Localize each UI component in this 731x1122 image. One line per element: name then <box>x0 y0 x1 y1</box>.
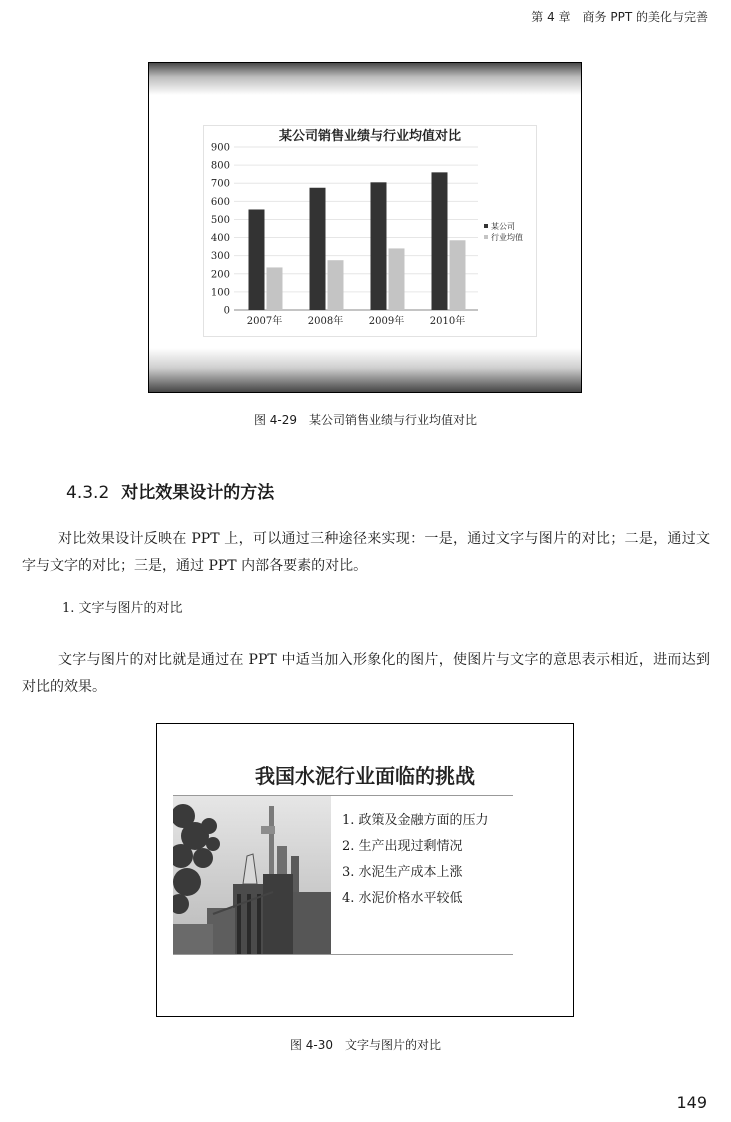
legend-label: 某公司 <box>491 222 515 231</box>
cement-plant-photo <box>173 796 331 954</box>
bar <box>450 240 466 310</box>
list-item: 3. 水泥生产成本上涨 <box>342 865 463 880</box>
paragraph: 文字与图片的对比就是通过在 PPT 中适当加入形象化的图片，使图片与文字的意思表示相近，进而达到对比的效果。 <box>22 652 710 695</box>
y-tick-label: 100 <box>210 287 230 299</box>
y-tick-label: 300 <box>210 251 230 263</box>
x-tick-label: 2010年 <box>429 316 466 327</box>
y-tick-label: 900 <box>210 142 230 154</box>
legend-swatch <box>484 235 488 239</box>
bar <box>267 267 283 310</box>
x-tick-label: 2007年 <box>246 316 283 327</box>
legend-swatch <box>484 224 488 228</box>
figure-caption: 图 4-30 文字与图片的对比 <box>289 1038 442 1052</box>
chart-slide <box>148 62 582 393</box>
challenge-list <box>342 808 489 912</box>
chart-title: 某公司销售业绩与行业均值对比 <box>278 129 462 144</box>
page-number: 149 <box>676 1093 707 1112</box>
section-heading <box>66 478 274 503</box>
legend-label: 行业均值 <box>491 233 523 242</box>
list-item: 1. 政策及金融方面的压力 <box>342 813 489 828</box>
bar <box>310 188 326 310</box>
y-tick-label: 0 <box>223 305 230 317</box>
bar-chart <box>204 126 536 336</box>
section-title: 对比效果设计的方法 <box>121 483 275 503</box>
y-tick-label: 500 <box>210 214 230 226</box>
x-tick-label: 2009年 <box>368 316 405 327</box>
slide-title: 我国水泥行业面临的挑战 <box>255 764 475 788</box>
x-tick-label: 2008年 <box>307 316 344 327</box>
subheading: 1. 文字与图片的对比 <box>62 601 183 616</box>
divider <box>173 954 513 955</box>
y-tick-label: 800 <box>210 160 230 172</box>
text-image-slide <box>156 723 574 1017</box>
list-item: 2. 生产出现过剩情况 <box>342 839 463 854</box>
bar <box>328 260 344 310</box>
figure-caption: 图 4-29 某公司销售业绩与行业均值对比 <box>253 413 478 427</box>
y-tick-label: 600 <box>210 196 230 208</box>
chart-area <box>203 125 537 337</box>
y-tick-label: 700 <box>210 178 230 190</box>
bar <box>249 209 265 310</box>
section-number: 4.3.2 <box>66 483 110 503</box>
bar <box>432 172 448 310</box>
bar <box>389 248 405 310</box>
bar <box>371 182 387 310</box>
y-tick-label: 200 <box>210 269 230 281</box>
y-tick-label: 400 <box>210 233 230 245</box>
running-header: 第 4 章 商务 PPT 的美化与完善 <box>531 10 708 24</box>
list-item: 4. 水泥价格水平较低 <box>342 891 463 906</box>
paragraph: 对比效果设计反映在 PPT 上，可以通过三种途径来实现：一是，通过文字与图片的对比；二是，通过文字与文字的对比；三是，通过 PPT 内部各要素的对比。 <box>22 531 710 574</box>
